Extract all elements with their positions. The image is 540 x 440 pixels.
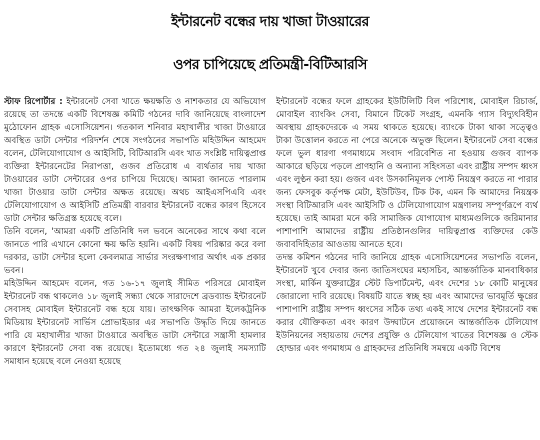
byline: স্টাফ রিপোর্টার : xyxy=(4,97,63,107)
article-paragraph: মহিউদ্দিন আহমেদ বলেন, গত ১৬-১৭ জুলাই সীমিত পরিসরে মোবাইল ইন্টারনেট বন্ধ থাকলেও ১৮ জুলাই সন্ধ্যা থেকে সারাদেশে ব্রডব্যান্ড ইন্টারনেট সেবাসহ মোবাইল ইন্টারনেট বন্ধ হয়ে যায়। তাৎক্ষণিক আমরা ইলেকট্রনিক মিডিয়ায় ইন্টারনেট সার্ভিস প্রোভাইডার এর সভাপতি উদ্ধৃতি দিয়ে জানতে পারি যে মহাখালীর খাজা টাওয়ারে অবস্থিত ডাটা সেন্টারে সন্ত্রাসী হামলার কারণে ইন্টারনেট সেবা বন্ধ রয়েছে। ইতোমধ্যে গত ২৪ জুলাই সমস্যাটি সমাধান হয়েছে বলে নেওয়া হয়েছে xyxy=(4,279,266,367)
article-paragraph: ইন্টারনেট বন্ধের ফলে গ্রাহকের ইউটিলিটি বিল পরিশোধ, মোবাইল রিচার্জ, মোবাইল ব্যাংকিং সেবা, বিমানে টিকেট সংগ্রহ, এমনকি গ্যাস বিদ্যুৎবিহীন অবস্থায় গ্রাহকদেরকে এ সময় থাকতে হয়েছে। ব্যাংকে টাকা থাকা সত্ত্বেও টাকা উত্তোলন করতে না পেরে অনেকে অভুক্ত ছিলেন। ইন্টারনেট সেবা বন্ধের ফলে ভুল ধারণা গণমাধ্যমে সংবাদ পরিবেশিত না হওয়ায় গুজব ব্যাপক আকারে ছড়িয়ে পড়লে প্রাণহানি ও অন্যান্য সহিংসতা এবং রাষ্ট্রীয় সম্পদ ধ্বংস এবং লুণ্ঠন করা হয়। গুজব এবং উসকানিমূলক পোস্ট নিয়ন্ত্রণ করতে না পারার জন্য ফেসবুক কর্তৃপক্ষ মেটা, ইউটিউব, টিক টক, এমন কি আমাদের নিয়ন্ত্রক সংস্থা বিটিআরসি এবং আইসিটি ও টেলিযোগাযোগ মন্ত্রণালয় সম্পূর্ণরূপে ব্যর্থ হয়েছে। তাই আমরা মনে করি সামাজিক যোগাযোগ মাধ্যমগুলিকে জরিমানার পাশাপাশি আমাদের রাষ্ট্রীয় প্রতিষ্ঠানগুলির দায়িত্বপ্রাপ্ত ব্যক্তিদের কেউ জবাবদিহিতার আওতায় আনতে হবে। xyxy=(276,97,538,250)
article-paragraph xyxy=(4,96,266,226)
headline-line-1: ইন্টারনেট বন্ধের দায় খাজা টাওয়ারের xyxy=(171,14,369,30)
article-column-left xyxy=(4,96,266,440)
article-paragraph: তিনি বলেন, 'আমরা একটি প্রতিনিধি দল ভবনে অনেকের সাথে কথা বলে জানতে পারি এখানে কোনো ক্ষয় ক্ষতি হয়নি। একটি বিষয় পরিষ্কার করে বলা দরকার, ডাটা সেন্টার হলো কেবলমাত্র সার্ভার সংরক্ষণাগার অর্থাৎ এক প্রকার ভবন। xyxy=(4,227,266,276)
article-column-right xyxy=(276,96,538,440)
paragraph-text: ইন্টারনেট সেবা খাতে ক্ষয়ক্ষতি ও নাশকতার যে অভিযোগ রয়েছে তা তদন্তে একটি বিশেষজ্ঞ কমিটি গঠনের দাবি জানিয়েছে বাংলাদেশ মুঠোফোন গ্রাহক এসোসিয়েশন। গতকাল শনিবার মহাখালীর খাজা টাওয়ারে অবস্থিত ডাটা সেন্টার পরিদর্শন শেষে সংগঠনের সভাপতি মহিউদ্দিন আহমেদ বলেন, টেলিযোগাযোগ ও আইসিটি, বিটিআরসি এবং খাত সংশ্লিষ্ট দায়িত্বপ্রাপ্ত ব্যক্তিরা ইন্টারনেটের নিরাপত্তা, গুজব প্রতিরোধ এ ব্যর্থতার দায় খাজা টাওয়ারের ডাটা সেন্টারের ওপর চাপিয়ে দিয়েছে। আমরা জানতে পারলাম খাজা টাওয়ার ডাটা সেন্টার অক্ষত রয়েছে। অথচ আইএসপিএবি এবং টেলিযোগাযোগ ও আইসিটি প্রতিমন্ত্রী বারবার ইন্টারনেট বন্ধের কারণ হিসেবে ডাটা সেন্টার ক্ষতিগ্রস্ত হয়েছে বলে। xyxy=(4,97,266,224)
headline-line-2: ওপর চাপিয়েছে প্রতিমন্ত্রী-বিটিআরসি xyxy=(173,57,367,73)
article-paragraph: তদন্ত কমিশন গঠনের দাবি জানিয়ে গ্রাহক এসোসিয়েশনের সভাপতি বলেন, ইন্টারনেট খুবে দেবার জন্য জাতিসংঘের মহাসচিব, আন্তর্জাতিক মানবাধিকার সংস্থা, মার্কিন যুক্তরাষ্ট্রের স্টেট ডিপার্টমেন্ট, এবং দেশের ১৮ কোটি মানুষের জোরালো দাবি রয়েছে। বিষয়টি যাতে স্বচ্ছ হয় এবং আমাদের ভাবমূর্তি ক্ষুণ্ণের পাশাপাশি রাষ্ট্রীয় সম্পদ ধ্বংসের সঠিক তথ্য একই সাথে দেশের ইন্টারনেট বন্ধ করার যৌক্তিকতা এবং কারণ উদ্ঘাটনে প্রয়োজনে আন্তর্জাতিক টেলিযোগ ইউনিয়নের সহায়তায় দেশের প্রযুক্তি ও টেলিযোগ খাতের বিশেষজ্ঞ ও স্টেক হোল্ডার এবং গণমাধ্যম ও গ্রাহকদের প্রতিনিধি সমন্বয়ে একটি বিশেষ xyxy=(276,253,538,354)
